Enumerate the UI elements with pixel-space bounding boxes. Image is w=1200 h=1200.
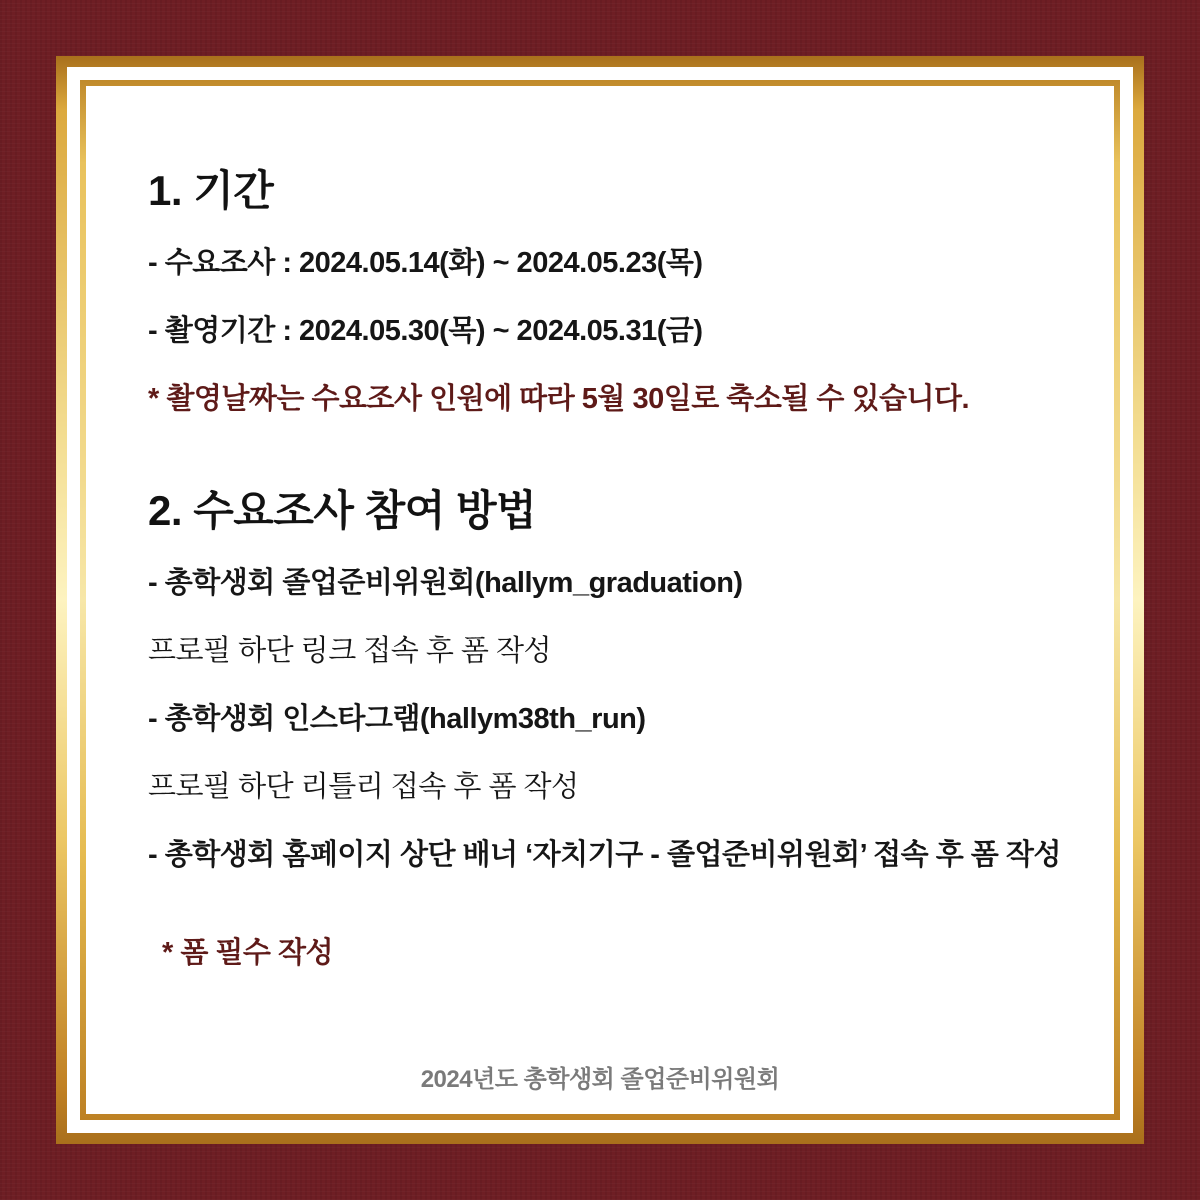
shooting-date-note: * 촬영날짜는 수요조사 인원에 따라 5월 30일로 축소될 수 있습니다. — [148, 383, 970, 415]
footer-credit: 2024년도 총학생회 졸업준비위원회 — [420, 1066, 780, 1093]
shooting-period-line: - 촬영기간 : 2024.05.30(목) ~ 2024.05.31(금) — [148, 315, 703, 347]
homepage-banner-line: - 총학생회 홈페이지 상단 배너 ‘자치기구 - 졸업준비위원회’ 접속 후 폼 작성 — [148, 839, 1061, 871]
profile-litly-instruction: 프로필 하단 리틀리 접속 후 폼 작성 — [148, 771, 579, 803]
section-2-heading: 2. 수요조사 참여 방법 — [148, 487, 537, 534]
council-instagram-line: - 총학생회 인스타그램(hallym38th_run) — [148, 703, 646, 735]
profile-link-instruction: 프로필 하단 링크 접속 후 폼 작성 — [148, 635, 552, 667]
content-card — [86, 86, 1114, 1114]
survey-period-line: - 수요조사 : 2024.05.14(화) ~ 2024.05.23(목) — [148, 247, 703, 279]
section-1-heading: 1. 기간 — [148, 167, 274, 214]
graduation-instagram-line: - 총학생회 졸업준비위원회(hallym_graduation) — [148, 567, 743, 599]
form-required-note: * 폼 필수 작성 — [162, 937, 334, 969]
